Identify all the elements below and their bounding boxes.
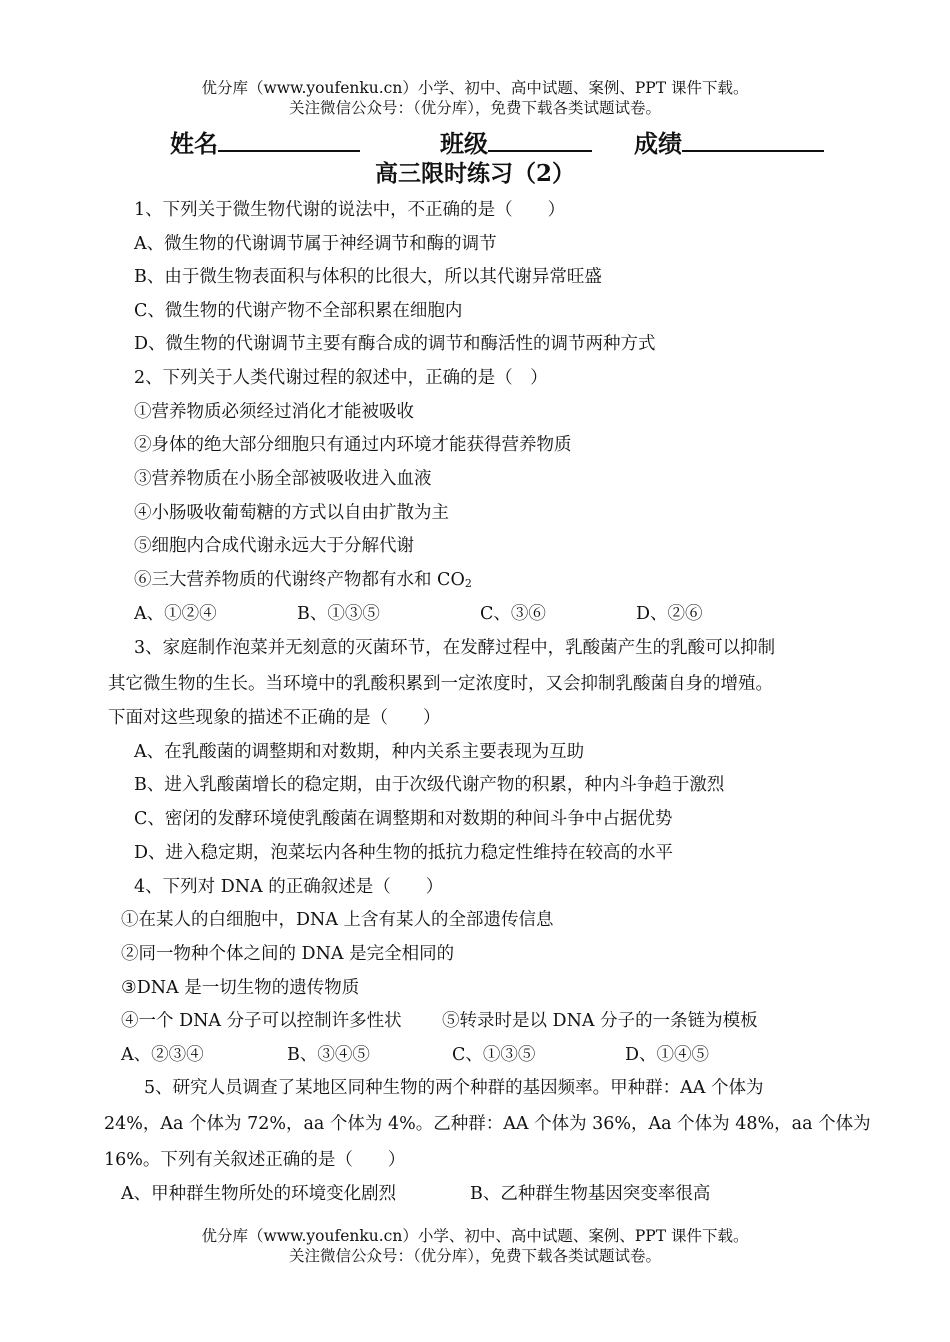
q4-items-4-5: [0, 1009, 950, 1033]
q4-choice-c[interactable]: C、①③⑤: [452, 1045, 536, 1065]
footer-line-1: 优分库（www.youfenku.cn）小学、初中、高中试题、案例、PPT 课件下载。: [201, 1227, 749, 1245]
q4-choice-a[interactable]: A、②③④: [121, 1045, 204, 1065]
q1-option-c: C、微生物的代谢产物不全部积累在细胞内: [134, 301, 463, 321]
q2-item-4: ④小肠吸收葡萄糖的方式以自由扩散为主: [134, 503, 449, 523]
name-label: 姓名: [170, 129, 218, 158]
q5-stem-line-1: 5、研究人员调查了某地区同种生物的两个种群的基因频率。甲种群：AA 个体为: [144, 1078, 764, 1098]
q3-stem-line-2: 其它微生物的生长。当环境中的乳酸积累到一定浓度时，又会抑制乳酸菌自身的增殖。: [108, 674, 773, 694]
score-label: 成绩: [634, 129, 682, 158]
class-field[interactable]: [440, 124, 592, 161]
q2-choice-a[interactable]: A、①②④: [134, 604, 217, 624]
class-label: 班级: [440, 129, 488, 158]
name-field[interactable]: [170, 124, 360, 161]
q5-stem-line-2: 24%，Aa 个体为 72%，aa 个体为 4%。乙种群：AA 个体为 36%，Aa 个体为 48%，aa 个体为: [104, 1114, 871, 1134]
q2-choice-c[interactable]: C、③⑥: [480, 604, 546, 624]
q3-option-c: C、密闭的发酵环境使乳酸菌在调整期和对数期的种间斗争中占据优势: [134, 809, 673, 829]
page-title: 高三限时练习（2）: [374, 160, 575, 187]
q2-choice-d[interactable]: D、②⑥: [636, 604, 703, 624]
score-field[interactable]: [634, 124, 824, 161]
q1-option-b: B、由于微生物表面积与体积的比很大，所以其代谢异常旺盛: [134, 267, 602, 287]
q2-item-5: ⑤细胞内合成代谢永远大于分解代谢: [134, 536, 414, 556]
q1-option-d: D、微生物的代谢调节主要有酶合成的调节和酶活性的调节两种方式: [134, 334, 656, 354]
q2-item-2: ②身体的绝大部分细胞只有通过内环境才能获得营养物质: [134, 435, 572, 455]
score-blank[interactable]: [682, 124, 824, 152]
q5-option-b[interactable]: B、乙种群生物基因突变率很高: [470, 1184, 711, 1204]
q4-choice-d[interactable]: D、①④⑤: [625, 1045, 710, 1065]
q2-stem: 2、下列关于人类代谢过程的叙述中，正确的是（ ）: [134, 368, 548, 388]
q2-item-6-subscript: 2: [464, 577, 472, 590]
q3-option-d: D、进入稳定期，泡菜坛内各种生物的抵抗力稳定性维持在较高的水平: [134, 843, 674, 863]
q4-choices: [0, 1043, 950, 1067]
q4-item-1: ①在某人的白细胞中，DNA 上含有某人的全部遗传信息: [121, 910, 554, 930]
class-blank[interactable]: [488, 124, 592, 152]
q4-item-5: ⑤转录时是以 DNA 分子的一条链为模板: [442, 1011, 758, 1031]
page-header: [0, 78, 950, 118]
q5-option-a[interactable]: A、甲种群生物所处的环境变化剧烈: [121, 1184, 397, 1204]
header-line-2: 关注微信公众号：（优分库），免费下载各类试题试卷。: [288, 99, 661, 117]
footer-line-2: 关注微信公众号：（优分库），免费下载各类试题试卷。: [288, 1247, 661, 1265]
q2-item-6-text: ⑥三大营养物质的代谢终产物都有水和 CO: [134, 570, 465, 590]
q5-options: [0, 1182, 950, 1206]
q1-stem: 1、下列关于微生物代谢的说法中，不正确的是（ ）: [134, 200, 566, 220]
q2-item-3: ③营养物质在小肠全部被吸收进入血液: [134, 469, 432, 489]
q3-option-a: A、在乳酸菌的调整期和对数期，种内关系主要表现为互助: [134, 742, 585, 762]
q4-item-2: ②同一物种个体之间的 DNA 是完全相同的: [121, 944, 455, 964]
q3-stem-line-3: 下面对这些现象的描述不正确的是（ ）: [108, 708, 441, 728]
q2-choices: [0, 602, 950, 626]
q4-item-3: ③DNA 是一切生物的遗传物质: [121, 978, 360, 998]
q3-option-b: B、进入乳酸菌增长的稳定期，由于次级代谢产物的积累，种内斗争趋于激烈: [134, 775, 725, 795]
q3-stem-line-1: 3、家庭制作泡菜并无刻意的灭菌环节，在发酵过程中，乳酸菌产生的乳酸可以抑制: [134, 638, 776, 658]
q5-stem-line-3: 16%。下列有关叙述正确的是（ ）: [104, 1150, 406, 1170]
name-blank[interactable]: [218, 124, 360, 152]
q2-item-1: ①营养物质必须经过消化才能被吸收: [134, 402, 414, 422]
q4-item-4: ④一个 DNA 分子可以控制许多性状: [121, 1011, 402, 1031]
q1-option-a: A、微生物的代谢调节属于神经调节和酶的调节: [134, 234, 497, 254]
q2-item-6: [134, 568, 472, 596]
q4-stem: 4、下列对 DNA 的正确叙述是（ ）: [134, 877, 444, 897]
q4-choice-b[interactable]: B、③④⑤: [287, 1045, 370, 1065]
q2-choice-b[interactable]: B、①③⑤: [297, 604, 380, 624]
header-line-1: 优分库（www.youfenku.cn）小学、初中、高中试题、案例、PPT 课件下载。: [201, 79, 749, 97]
page-footer: [0, 1226, 950, 1266]
